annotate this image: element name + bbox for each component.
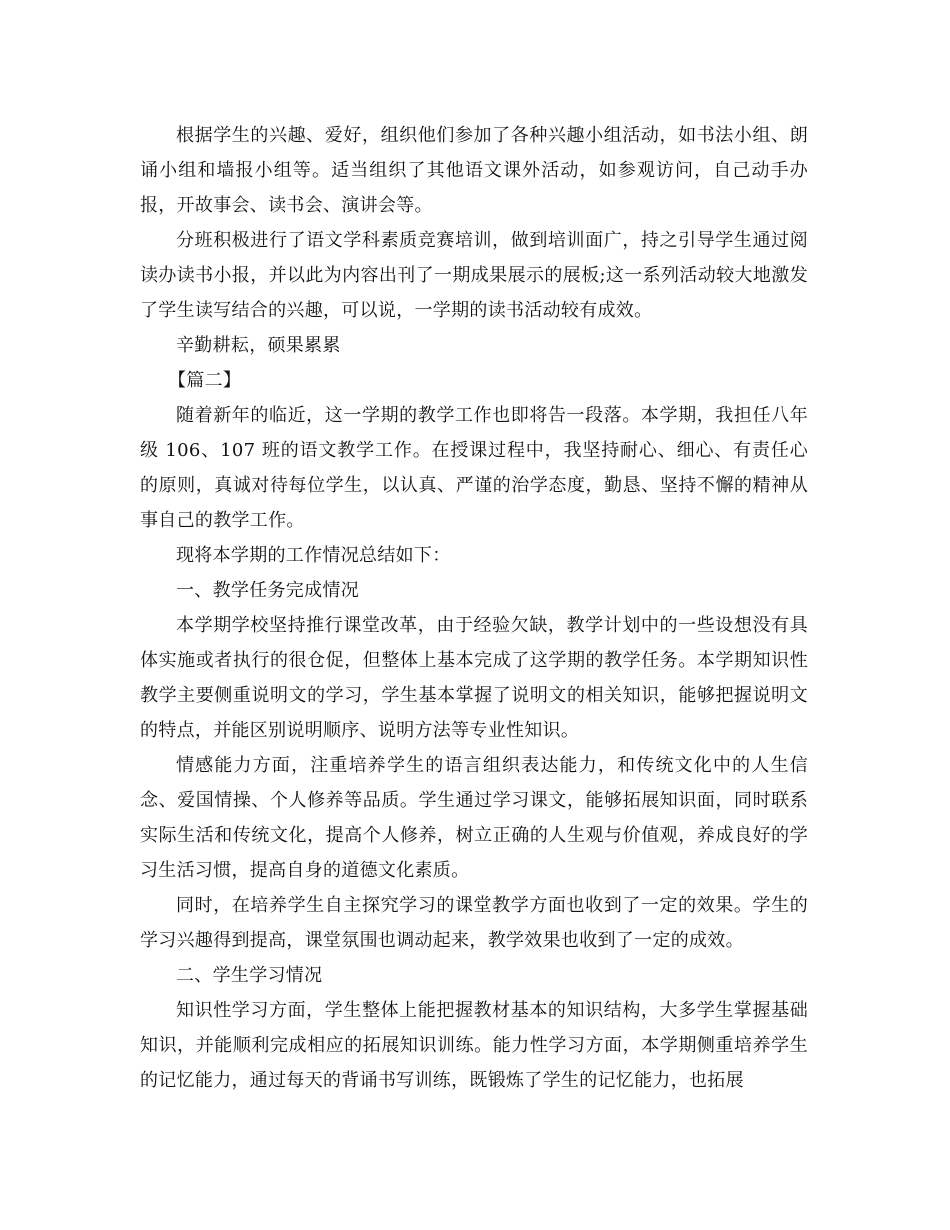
document-body	[140, 118, 808, 1098]
section-heading-student-learning: 二、学生学习情况	[176, 965, 323, 986]
paragraph-knowledge-learning: 知识性学习方面，学生整体上能把握教材基本的知识结构，大多学生掌握基础知识，并能顺利完成相应的拓展知识训练。能力性学习方面，本学期侧重培养学生的记忆能力，通过每天的背诵书写训练，既锻炼了学生的记忆能力，也拓展	[140, 1000, 808, 1091]
paragraph-emotional-ability: 情感能力方面，注重培养学生的语言组织表达能力，和传统文化中的人生信念、爱国情操、个人修养等品质。学生通过学习课文，能够拓展知识面，同时联系实际生活和传统文化，提高个人修养，树立正确的人生观与价值观，养成良好的学习生活习惯，提高自身的道德文化素质。	[140, 755, 808, 881]
paragraph-new-year-intro: 随着新年的临近，这一学期的教学工作也即将告一段落。本学期，我担任八年级 106、107 班的语文教学工作。在授课过程中，我坚持耐心、细心、有责任心的原则，真诚对待每位学生，以认真、严谨的治学态度，勤恳、坚持不懈的精神从事自己的教学工作。	[140, 405, 808, 531]
section-heading-teaching-tasks: 一、教学任务完成情况	[176, 580, 359, 601]
section-heading-hard-work: 辛勤耕耘，硕果累累	[176, 335, 341, 356]
paragraph-competition-training: 分班积极进行了语文学科素质竞赛培训，做到培训面广，持之引导学生通过阅读办读书小报，并以此为内容出刊了一期成果展示的展板;这一系列活动较大地激发了学生读写结合的兴趣，可以说，一学期的读书活动较有成效。	[140, 230, 808, 321]
paragraph-teaching-tasks: 本学期学校坚持推行课堂改革，由于经验欠缺，教学计划中的一些设想没有具体实施或者执行的很仓促，但整体上基本完成了这学期的教学任务。本学期知识性教学主要侧重说明文的学习，学生基本掌握了说明文的相关知识，能够把握说明文的特点，并能区别说明顺序、说明方法等专业性知识。	[140, 615, 808, 741]
chapter-title-part-two: 【篇二】	[168, 370, 242, 391]
paragraph-summary-intro: 现将本学期的工作情况总结如下：	[176, 545, 451, 566]
paragraph-interest-groups: 根据学生的兴趣、爱好，组织他们参加了各种兴趣小组活动，如书法小组、朗诵小组和墙报小组等。适当组织了其他语文课外活动，如参观访问，自己动手办报，开故事会、读书会、演讲会等。	[140, 125, 808, 216]
paragraph-inquiry-learning: 同时，在培养学生自主探究学习的课堂教学方面也收到了一定的效果。学生的学习兴趣得到提高，课堂氛围也调动起来，教学效果也收到了一定的成效。	[140, 895, 808, 951]
